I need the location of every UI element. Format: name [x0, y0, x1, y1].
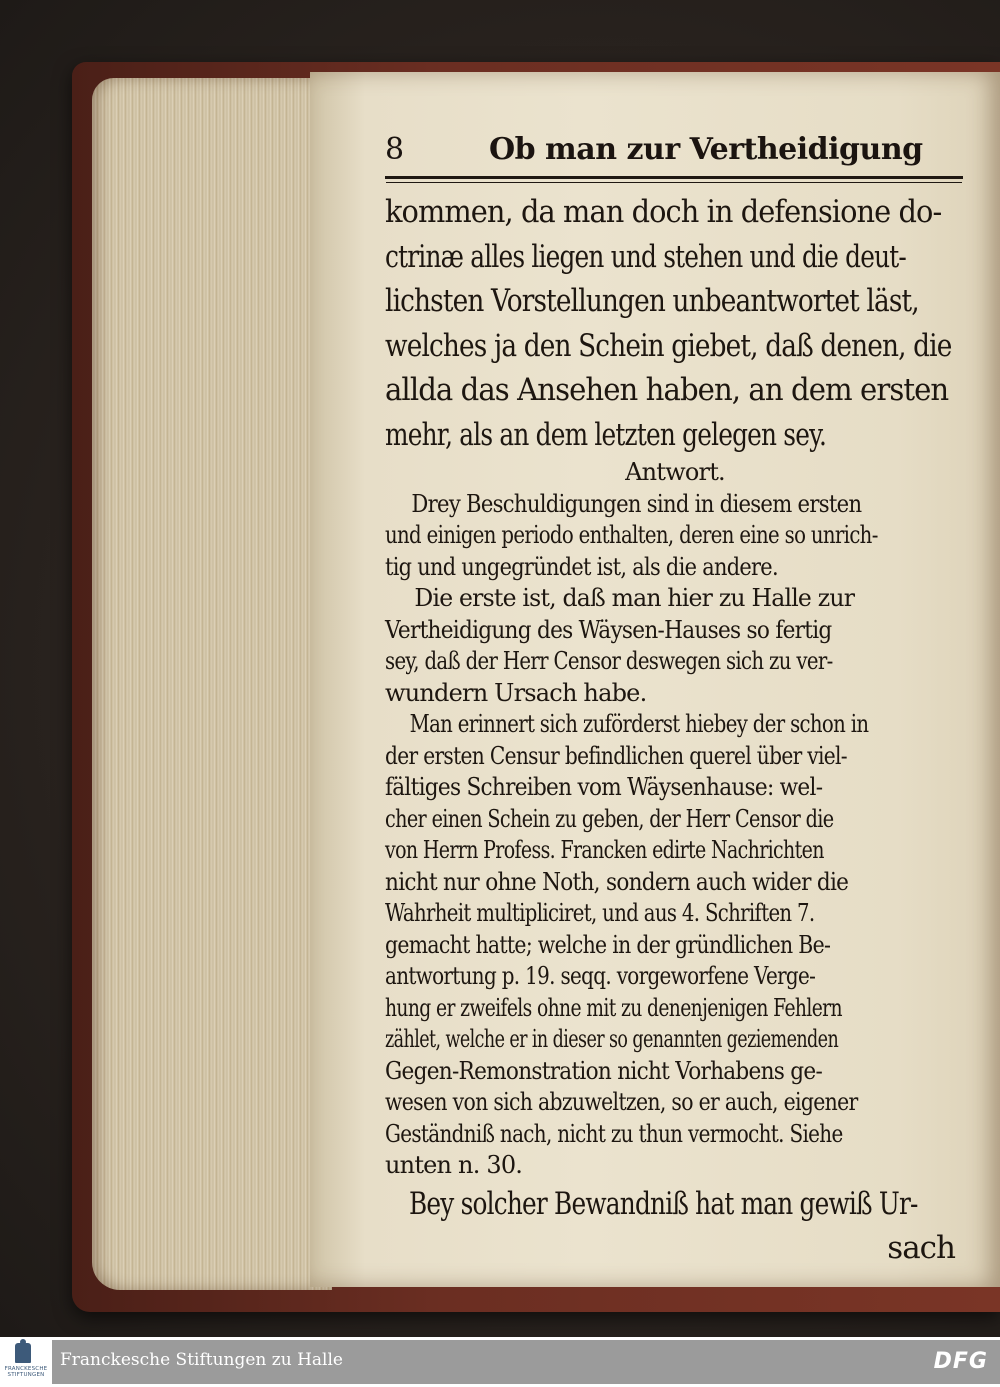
text-line: Die erste ist, daß man hier zu Halle zur	[414, 584, 855, 612]
page-body	[385, 190, 965, 1271]
text-line: gemacht hatte; welche in der gründlichen Be-	[385, 930, 831, 959]
logo-caption	[4, 1366, 48, 1378]
text-line: Bey solcher Bewandniß hat man gewiß Ur-	[409, 1185, 918, 1222]
catchword: sach	[887, 1230, 955, 1266]
section-heading: Antwort.	[625, 458, 725, 486]
text-line: antwortung p. 19. seqq. vorgeworfene Verge-	[385, 962, 816, 990]
text-line: und einigen periodo enthalten, deren eine so unrich-	[385, 521, 878, 549]
text-line: der ersten Censur befindlichen querel über viel-	[385, 741, 847, 770]
text-line: welches ja den Schein giebet, daß denen, die	[385, 327, 952, 364]
text-line: Man erinnert sich zuförderst hiebey der schon in	[409, 710, 869, 738]
text-line: kommen, da man doch in defensione do-	[385, 194, 942, 230]
text-line: sey, daß der Herr Censor deswegen sich zu ver-	[385, 647, 833, 675]
text-line: lichsten Vorstellungen unbeantwortet läst,	[385, 283, 919, 319]
logo-caption-line: STIFTUNGEN	[7, 1372, 45, 1378]
text-line: Gegen-Remonstration nicht Vorhabens ge-	[385, 1056, 823, 1085]
text-line: mehr, als an dem letzten gelegen sey.	[385, 416, 827, 453]
text-line: Vertheidigung des Wäysen-Hauses so fertig	[385, 615, 832, 644]
text-line: von Herrn Profess. Francken edirte Nachrichten	[385, 836, 824, 864]
header-rule	[385, 176, 963, 179]
text-line: Wahrheit multipliciret, und aus 4. Schriften 7.	[385, 899, 815, 927]
text-line: zählet, welche er in dieser so genannten geziemenden	[385, 1025, 839, 1053]
page-header	[385, 128, 960, 176]
text-line: hung er zweifels ohne mit zu denenjenigen Fehlern	[385, 993, 842, 1022]
page-edges	[92, 78, 332, 1290]
text-line: wundern Ursach habe.	[385, 678, 647, 707]
text-line: fältiges Schreiben vom Wäysenhause: wel-	[385, 773, 823, 801]
running-head: Ob man zur Vertheidigung	[489, 132, 923, 167]
text-line: tig und ungegründet ist, als die andere.	[385, 552, 778, 581]
text-line: Drey Beschuldigungen sind in diesem ersten	[411, 489, 862, 518]
text-line: unten n. 30.	[385, 1151, 523, 1179]
text-line: ctrinæ alles liegen und stehen und die deut-	[385, 238, 907, 275]
building-icon	[15, 1343, 31, 1363]
text-line: cher einen Schein zu geben, der Herr Censor die	[385, 804, 834, 833]
text-line: Geständniß nach, nicht zu thun vermocht. Siehe	[385, 1119, 843, 1148]
text-line: allda das Ansehen haben, an dem ersten	[385, 372, 949, 408]
institution-label[interactable]: Franckesche Stiftungen zu Halle	[60, 1350, 343, 1370]
text-line: nicht nur ohne Noth, sondern auch wider die	[385, 867, 849, 896]
text-line: wesen von sich abzuweltzen, so er auch, eigener	[385, 1088, 858, 1116]
dfg-logo[interactable]: DFG	[933, 1349, 988, 1374]
page-number: 8	[385, 132, 405, 167]
logo-caption-line: FRANCKESCHE	[4, 1366, 48, 1372]
